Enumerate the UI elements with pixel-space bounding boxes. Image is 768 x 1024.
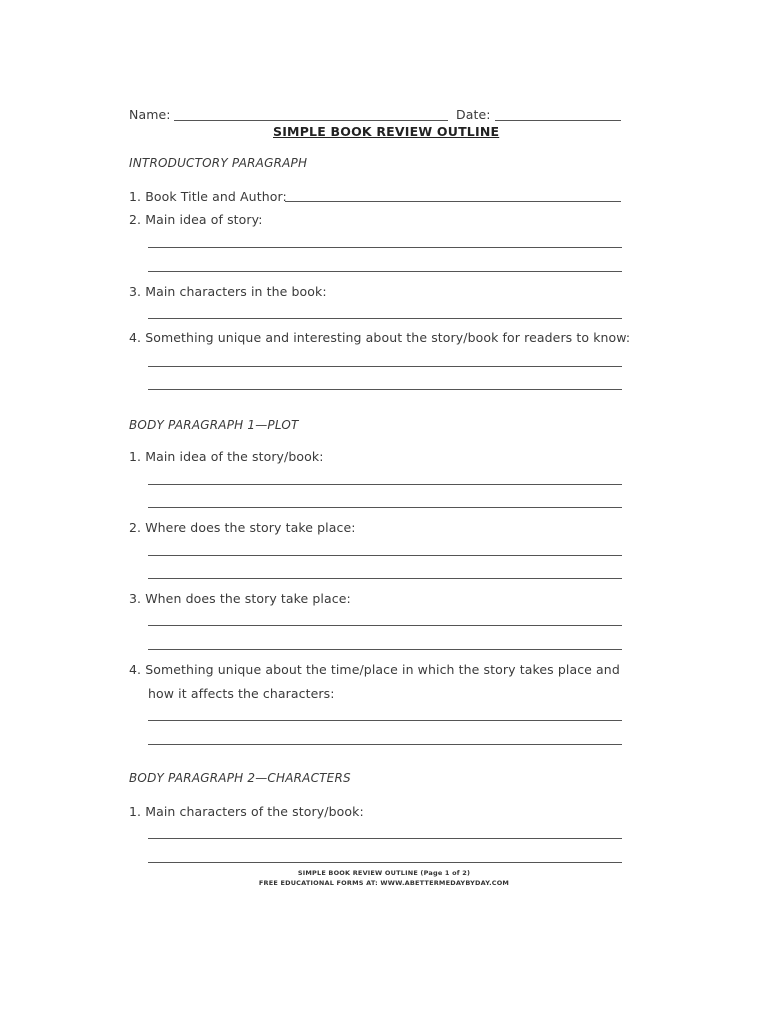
intro-item-1-line[interactable] [285, 201, 621, 202]
footer-website: FREE EDUCATIONAL FORMS AT: WWW.ABETTERMEDAYBYDAY.COM [258, 879, 510, 887]
intro-heading: INTRODUCTORY PARAGRAPH [129, 156, 308, 170]
body2-heading: BODY PARAGRAPH 2—CHARACTERS [129, 771, 351, 785]
page-title: SIMPLE BOOK REVIEW OUTLINE [273, 124, 500, 139]
body2-item-1: 1. Main characters of the story/book: [129, 804, 364, 819]
body1-item-3: 3. When does the story take place: [129, 591, 351, 606]
intro-item-2: 2. Main idea of story: [129, 212, 263, 227]
intro-item-4-line-1[interactable] [148, 366, 622, 367]
body1-item-1-line-1[interactable] [148, 484, 622, 485]
body1-item-1-line-2[interactable] [148, 507, 622, 508]
body1-item-4-line-1[interactable] [148, 720, 622, 721]
intro-item-4: 4. Something unique and interesting about the story/book for readers to know: [129, 330, 631, 345]
body1-item-2-line-1[interactable] [148, 555, 622, 556]
intro-item-1: 1. Book Title and Author: [129, 189, 287, 204]
intro-item-3-line[interactable] [148, 318, 622, 319]
body2-item-1-line-2[interactable] [148, 862, 622, 863]
body1-heading: BODY PARAGRAPH 1—PLOT [129, 418, 299, 432]
intro-item-3: 3. Main characters in the book: [129, 284, 327, 299]
body1-item-4: 4. Something unique about the time/place in which the story takes place and [129, 662, 620, 677]
body1-item-4-continued: how it affects the characters: [148, 686, 335, 701]
body2-item-1-line-1[interactable] [148, 838, 622, 839]
body1-item-2: 2. Where does the story take place: [129, 520, 356, 535]
name-field-line[interactable] [174, 120, 448, 121]
footer-page-info: SIMPLE BOOK REVIEW OUTLINE (Page 1 of 2) [297, 869, 471, 877]
body1-item-2-line-2[interactable] [148, 578, 622, 579]
intro-item-4-line-2[interactable] [148, 389, 622, 390]
body1-item-4-line-2[interactable] [148, 744, 622, 745]
body1-item-3-line-1[interactable] [148, 625, 622, 626]
date-label: Date: [456, 107, 491, 122]
body1-item-1: 1. Main idea of the story/book: [129, 449, 324, 464]
date-field-line[interactable] [495, 120, 621, 121]
intro-item-2-line-2[interactable] [148, 271, 622, 272]
intro-item-2-line-1[interactable] [148, 247, 622, 248]
body1-item-3-line-2[interactable] [148, 649, 622, 650]
name-label: Name: [129, 107, 171, 122]
